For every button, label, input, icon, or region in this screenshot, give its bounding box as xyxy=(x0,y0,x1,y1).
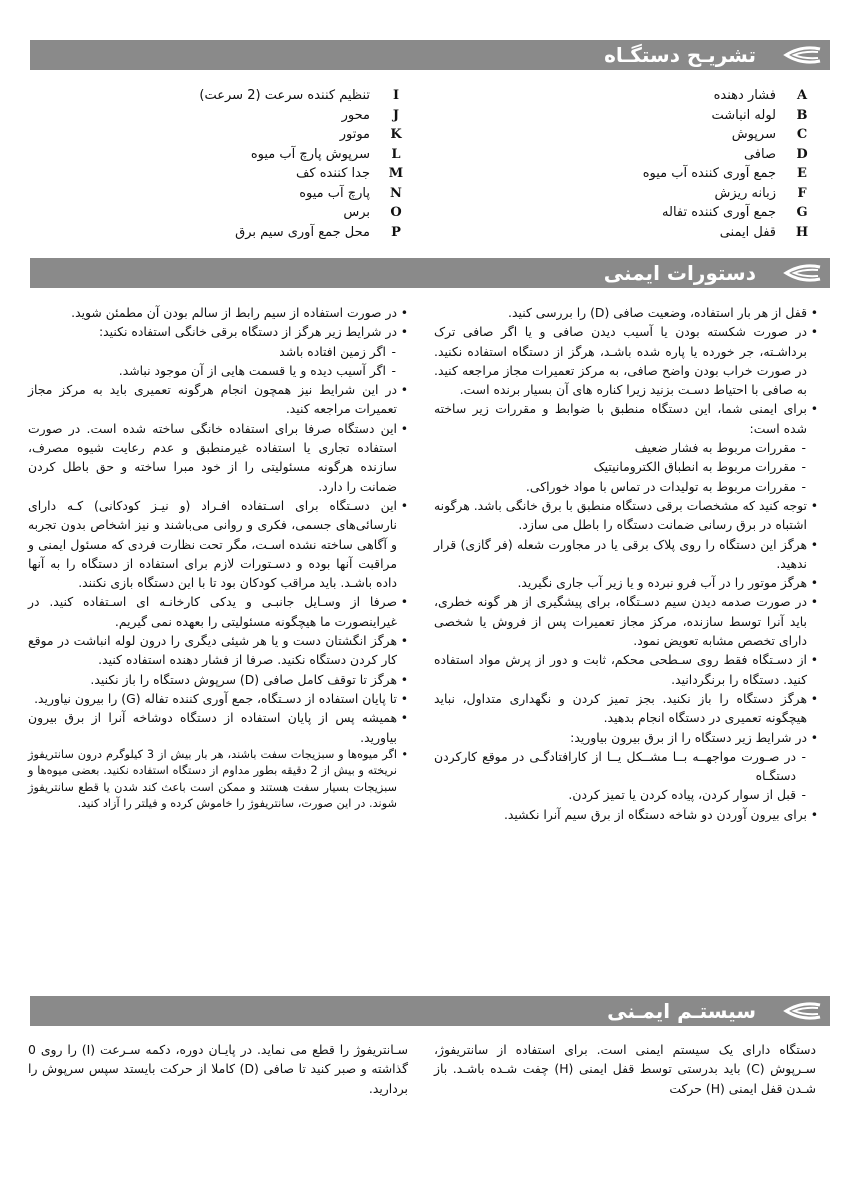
part-letter: O xyxy=(390,205,402,220)
part-row xyxy=(576,223,816,243)
safety-sub-item: - در صـورت مواجهــه بــا مشــکل یــا از کارافتادگـی در موقع کارکردن دستگـاه xyxy=(434,747,818,786)
safety-item: • توجه کنید که مشخصات برقی دستگاه منطبق با برق خانگی باشد. هرگونه اشتباه در برق رسانی ضمانت دستگاه را باطل می سازد. xyxy=(434,496,818,535)
part-label: قفل ایمنی xyxy=(719,224,776,240)
safety-item: • هرگز این دستگاه را روی پلاک برقی یا در مجاورت شعله (فر گازی) قرار ندهید. xyxy=(434,535,818,574)
part-label: زبانه ریزش xyxy=(714,185,776,201)
part-letter: J xyxy=(392,107,400,123)
safety-item: • این دسـتگاه برای اسـتفاده افـراد (و نیـز کودکانی) کـه دارای نارسائی‌های جسمی، فکری و روانی می‌باشند و نیز اشخاص بدون تجربه و آگاهی ساخته نشده اسـت، مگر تحت نظارت فردی که مسئول ایمنی و مراقبت آنها بوده و دسـتورات لازم برای استفاده از دستگاه را به آنها داده باشـد. باید مراقب کودکان بود تا با این دستگاه بازی نکنند. xyxy=(28,496,408,592)
part-letter: H xyxy=(795,224,809,240)
safety-item: • در صورت استفاده از سیم رابط از سالم بودن آن مطمئن شوید. xyxy=(28,303,408,322)
arrow-icon xyxy=(780,999,824,1023)
part-label: فشار دهنده xyxy=(713,88,776,103)
safety-item: • هرگز دستگاه را باز نکنید. بجز تمیز کردن و نگهداری متداول، نباید هیچگونه تعمیری در دستگاه انجام بدهید. xyxy=(434,689,818,728)
part-label: تنظیم کننده سرعت (2 سرعت) xyxy=(199,88,370,103)
arrow-icon xyxy=(780,43,824,67)
section-title: تشریـح دستگـاه xyxy=(604,43,756,67)
safety-item: • صرفا از وسـایل جانبـی و یدکی کارخانـه ای اسـتفاده کنید. در غیراینصورت ما هیچگونه مسئولیتی را بعهده نمی گیریم. xyxy=(28,592,408,631)
safety-sub-item: - قبل از سوار کردن، پیاده کردن یا تمیز کردن. xyxy=(434,785,818,804)
part-row xyxy=(170,106,410,126)
system-text-right: دستگاه دارای یک سیستم ایمنی است. برای استفاده از سانتریفوژ، سـرپوش (C) باید بدرستی توسط قفل ایمنی (H) چفت شـده باشـد. باز شـدن قفل ایمنی (H) حرکت xyxy=(434,1042,816,1096)
part-label: صافی xyxy=(743,146,776,162)
safety-column-right xyxy=(434,303,818,824)
safety-item: • در شرایط زیر هرگز از دستگاه برقی خانگی استفاده نکنید: xyxy=(28,322,408,341)
safety-column-left xyxy=(28,303,408,813)
part-letter: N xyxy=(390,185,402,201)
safety-sub-item: - اگر زمین افتاده باشد xyxy=(28,342,408,361)
safety-item: • این دستگاه صرفا برای استفاده خانگی ساخته شده است. در صورت استفاده تجاری یا استفاده غیرمنطبق و عدم رعایت شیوه مصرف، سازنده هرگونه مسئولیتی را از خود مبرا ساخته و حق باطل کردن ضمانت را دارد. xyxy=(28,419,408,496)
part-letter: D xyxy=(796,146,808,162)
section-title: سیستـم ایمـنی xyxy=(607,999,756,1023)
part-row xyxy=(170,125,410,145)
safety-item: • هرگز انگشتان دست و یا هر شیئی دیگری را درون لوله انباشت در موقع کار کردن دستگاه نکنید. صرفا از فشار دهنده استفاده کنید. xyxy=(28,631,408,670)
section-header-description xyxy=(30,40,830,70)
part-row xyxy=(170,86,410,106)
arrow-icon xyxy=(780,261,824,285)
part-letter: B xyxy=(796,107,808,123)
section-header-safety xyxy=(30,258,830,288)
part-row xyxy=(576,125,816,145)
part-label: محل جمع آوری سیم برق xyxy=(235,224,370,240)
part-row xyxy=(576,164,816,184)
safety-item: • همیشه پس از پایان استفاده از دستگاه دوشاخه آنرا از برق بیرون بیاورید. xyxy=(28,708,408,747)
safety-sub-item: - مقررات مربوط به فشار ضعیف xyxy=(434,438,818,457)
part-row xyxy=(170,164,410,184)
part-row xyxy=(576,184,816,204)
safety-item: • از دسـتگاه فقط روی سـطحی محکم، ثابت و دور از پرش مواد استفاده کنید. دستگاه را برنگردانید. xyxy=(434,650,818,689)
section-header-system xyxy=(30,996,830,1026)
part-row xyxy=(576,203,816,223)
part-label: جمع آوری کننده آب میوه xyxy=(642,166,776,181)
part-row xyxy=(170,223,410,243)
part-row xyxy=(576,106,816,126)
part-label: موتور xyxy=(339,127,370,142)
part-label: سرپوش پارچ آب میوه xyxy=(250,146,370,162)
part-letter: L xyxy=(391,146,401,162)
part-row xyxy=(170,145,410,165)
safety-sub-item: - اگر آسیب دیده و یا قسمت هایی از آن موجود نباشد. xyxy=(28,361,408,380)
safety-item: • اگر میوه‌ها و سبزیجات سفت باشند، هر بار بیش از 3 کیلوگرم درون سانتریفوژ نریخته و بیش از 2 دقیقه بطور مداوم از دستگاه استفاده نکنید. بعضی میوه‌ها و سبزیجات بسیار سفت هستند و ممکن است باعث کند شدن یا قطع سانتریفوژ شوند. در این صورت، سانتریفوژ را خاموش کرده و فیلتر را آزاد کنید. xyxy=(28,747,408,813)
part-label: جدا کننده کف xyxy=(295,166,370,181)
section-title: دستورات ایمنی xyxy=(603,261,756,285)
part-row xyxy=(170,203,410,223)
safety-item: • تا پایان استفاده از دسـتگاه، جمع آوری کننده تفاله (G) را بیرون نیاورید. xyxy=(28,689,408,708)
safety-item: • هرگز موتور را در آب فرو نبرده و یا زیر آب جاری نگیرید. xyxy=(434,573,818,592)
part-label: برس xyxy=(343,205,370,220)
part-letter: C xyxy=(796,127,808,142)
safety-item: • برای ایمنی شما، این دستگاه منطبق با ضوابط و مقررات زیر ساخته شده است: xyxy=(434,399,818,438)
part-letter: F xyxy=(797,185,807,201)
safety-item: • قفل از هر بار استفاده، وضعیت صافی (D) را بررسی کنید. xyxy=(434,303,818,322)
part-label: پارچ آب میوه xyxy=(299,185,370,201)
part-row xyxy=(576,145,816,165)
part-letter: A xyxy=(796,88,808,103)
safety-item: • برای بیرون آوردن دو شاخه دستگاه از برق سیم آنرا نکشید. xyxy=(434,805,818,824)
parts-list-right xyxy=(576,86,816,242)
part-row xyxy=(576,86,816,106)
safety-item: • هرگز تا توقف کامل صافی (D) سرپوش دستگاه را باز نکنید. xyxy=(28,670,408,689)
part-letter: P xyxy=(391,224,401,240)
part-label: لوله انباشت xyxy=(711,107,776,123)
part-row xyxy=(170,184,410,204)
part-letter: G xyxy=(796,205,808,220)
safety-item: • در این شرایط نیز همچون انجام هرگونه تعمیری باید به مرکز مجاز تعمیرات مراجعه کنید. xyxy=(28,380,408,419)
safety-item: • در صورت شکسته بودن یا آسیب دیدن صافی و یا اگر صافی ترک برداشـته، جر خورده یا پاره شده باشـد، هرگز از دستگاه استفاده نکنید. در صورت خراب بودن واضح صافی، به مرکز تعمیرات مجاز مراجعه کنید. به صافی با احتیاط دسـت بزنید زیرا کناره های آن بسیار برنده است. xyxy=(434,322,818,399)
part-label: جمع آوری کننده تفاله xyxy=(662,205,776,220)
part-label: محور xyxy=(341,107,370,123)
part-label: سرپوش xyxy=(731,127,776,142)
part-letter: E xyxy=(797,166,807,181)
system-text-left: سـانتریفوژ را قطع می نماید. در پایـان دوره، دکمه سـرعت (I) را روی 0 گذاشته و صبر کنید تا صافی (D) کاملا از حرکت بایستد سپس سرپوش را بردارید. xyxy=(28,1042,408,1096)
safety-item: • در صورت صدمه دیدن سیم دسـتگاه، برای پیشگیری از هر گونه خطری، باید آنرا توسط سازنده، مرکز مجاز تعمیرات پس از فروش یا شخصی دارای تخصص مشابه تعویض نمود. xyxy=(434,592,818,650)
part-letter: M xyxy=(388,166,404,181)
parts-list-left xyxy=(170,86,410,242)
safety-sub-item: - مقررات مربوط به انطباق الکترومانیتیک xyxy=(434,457,818,476)
part-letter: K xyxy=(390,127,402,142)
safety-item: • در شرایط زیر دستگاه را از برق بیرون بیاورید: xyxy=(434,728,818,747)
part-letter: I xyxy=(392,88,400,103)
safety-sub-item: - مقررات مربوط به تولیدات در تماس با مواد خوراکی. xyxy=(434,477,818,496)
